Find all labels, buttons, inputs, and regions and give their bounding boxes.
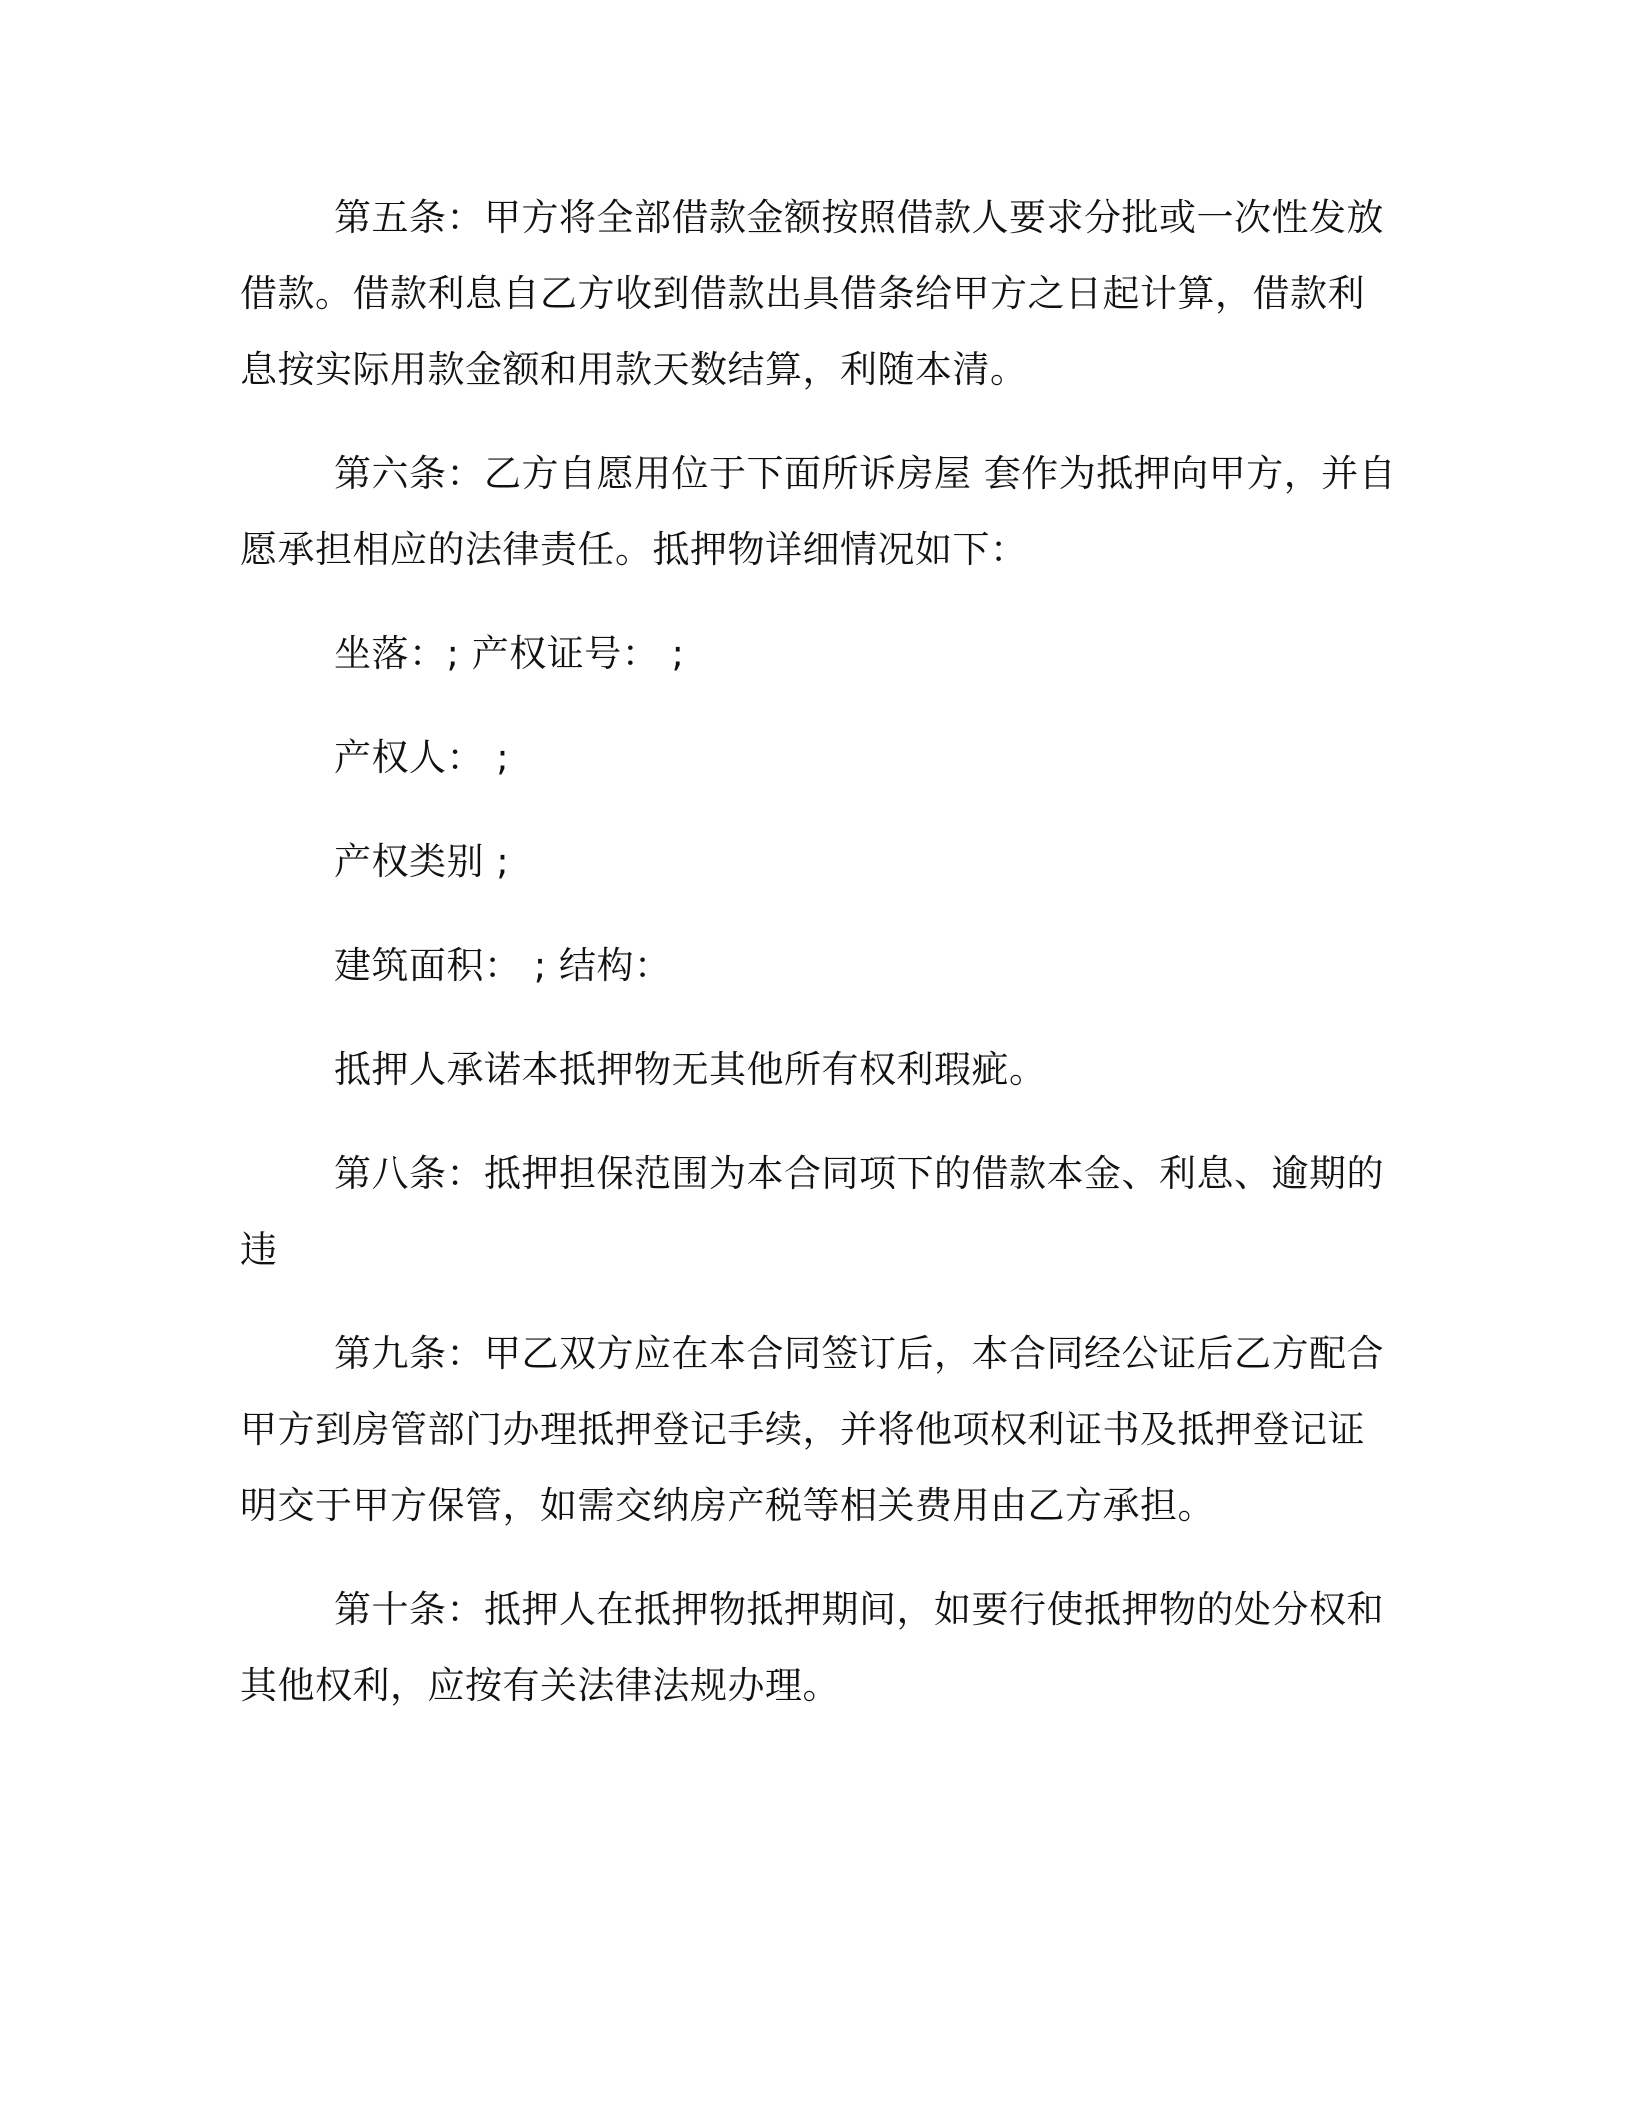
article-10-line-1: 第十条：抵押人在抵押物抵押期间，如要行使抵押物的处分权和 [334,1588,1384,1631]
article-9-line-1: 第九条：甲乙双方应在本合同签订后，本合同经公证后乙方配合 [334,1332,1384,1375]
article-8-line-2: 违 [240,1228,278,1271]
property-owner-line: 产权人： ; [334,736,510,779]
article-6-line-1: 第六条：乙方自愿用位于下面所诉房屋 套作为抵押向甲方，并自 [334,452,1397,495]
article-9-line-2: 甲方到房管部门办理抵押登记手续，并将他项权利证书及抵押登记证 [240,1408,1365,1451]
article-9-line-3: 明交于甲方保管，如需交纳房产税等相关费用由乙方承担。 [240,1484,1215,1527]
article-5-line-3: 息按实际用款金额和用款天数结算，利随本清。 [240,348,1028,391]
article-6-line-2: 愿承担相应的法律责任。抵押物详细情况如下： [240,528,1028,571]
article-10-line-2: 其他权利，应按有关法律法规办理。 [240,1664,840,1707]
property-category-line: 产权类别 ; [334,840,510,883]
property-location-line: 坐落：; 产权证号： ; [334,632,685,675]
article-5-line-2: 借款。借款利息自乙方收到借款出具借条给甲方之日起计算，借款利 [240,272,1365,315]
article-5-line-1: 第五条：甲方将全部借款金额按照借款人要求分批或一次性发放 [334,196,1384,239]
article-8-line-1: 第八条：抵押担保范围为本合同项下的借款本金、利息、逾期的 [334,1152,1384,1195]
mortgagor-promise-line: 抵押人承诺本抵押物无其他所有权利瑕疵。 [334,1048,1047,1091]
building-area-line: 建筑面积： ; 结构： [334,944,672,987]
